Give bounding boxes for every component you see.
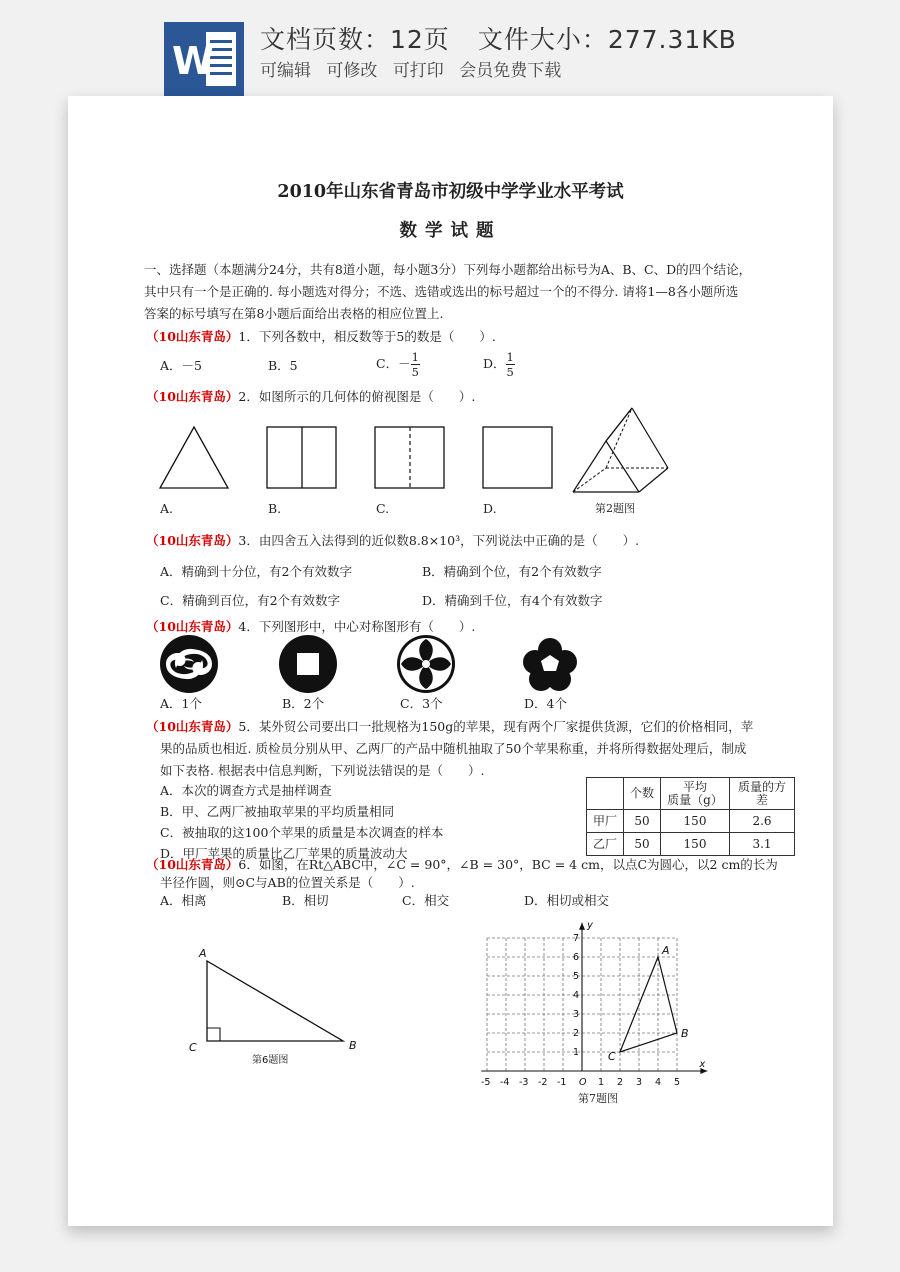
action-modifiable: 可修改: [326, 61, 378, 81]
action-list: [260, 56, 571, 81]
q5-stem-2: 果的品质也相近. 质检员分别从甲、乙两厂的产品中随机抽取了50个苹果称重，并将所得数据处理后，制成: [160, 741, 747, 756]
q2-label-a: A.: [160, 501, 174, 516]
point-label: C: [608, 1050, 616, 1063]
q2-label-c: C.: [376, 501, 390, 516]
table-header-row: 个数 平均 质量（g） 质量的方 差: [587, 778, 795, 810]
y-tick-label: 7: [573, 933, 580, 944]
coin-figure: [279, 635, 337, 693]
source-tag: （10山东青岛）: [146, 533, 239, 548]
q6-caption: 第6题图: [252, 1055, 289, 1066]
prism-solid: [573, 408, 668, 492]
source-tag: （10山东青岛）: [146, 719, 239, 734]
question-5: [146, 719, 753, 735]
question-6: [146, 857, 778, 873]
q5-stem-1: 5．某外贸公司要出口一批规格为150g的苹果，现有两个厂家提供货源，它们的价格相同，苹: [238, 719, 754, 734]
q3-option-d: D．精确到千位，有4个有效数字: [422, 593, 603, 608]
petal-figure: [397, 635, 455, 693]
q6-triangle-figure: [183, 941, 383, 1071]
pentagon-flower-figure: [523, 638, 577, 691]
q5-option-b: B．甲、乙两厂被抽取苹果的平均质量相同: [160, 804, 395, 819]
intro-line-3: 答案的标号填写在第8小题后面给出表格的相应位置上.: [144, 306, 444, 321]
q3-option-a: A．精确到十分位，有2个有效数字: [160, 564, 352, 579]
source-tag: （10山东青岛）: [146, 619, 239, 634]
q1-option-d: D． $\frac{1}{5}$: [483, 350, 514, 379]
y-tick-label: 3: [573, 1009, 580, 1020]
q6-option-a: A．相离: [160, 893, 207, 908]
point-label: A: [662, 944, 670, 957]
q4-stem: 4．下列图形中，中心对称图形有（ ）.: [238, 619, 476, 634]
q6-stem-1: 6．如图，在Rt△ABC中，∠C = 90°，∠B = 30°，BC = 4 cm，以点C为圆心，以2 cm的长为: [238, 857, 778, 872]
q1-option-c: C．－ $\frac{1}{5}$: [376, 350, 419, 379]
vertex-a-label: A: [199, 947, 207, 960]
q5-option-d: D．甲厂苹果的质量比乙厂苹果的质量波动大: [160, 846, 408, 861]
q7-coordinate-figure: [481, 911, 746, 1111]
q3-stem: 3．由四舍五入法得到的近似数8.8×10³，下列说法中正确的是（ ）.: [238, 533, 640, 548]
document-page: [68, 96, 833, 1226]
q4-option-b: B．2个: [282, 696, 325, 711]
apple-data-table: [586, 777, 795, 856]
question-3: [146, 533, 639, 549]
q5-option-c: C．被抽取的这100个苹果的质量是本次调查的样本: [160, 825, 444, 840]
q2-stem: 2．如图所示的几何体的俯视图是（ ）.: [238, 389, 476, 404]
y-axis-label: y: [587, 919, 593, 931]
x-tick-label: 1: [598, 1077, 605, 1088]
y-tick-label: 5: [573, 971, 580, 982]
q6-option-c: C．相交: [402, 893, 450, 908]
action-editable: 可编辑: [260, 61, 311, 81]
q6-option-b: B．相切: [282, 893, 329, 908]
q4-figures: [68, 633, 833, 698]
logo-letter: W: [172, 39, 214, 83]
x-tick-label: -3: [519, 1077, 529, 1088]
q4-option-d: D．4个: [524, 696, 567, 711]
q1-option-a: A．－5: [160, 358, 202, 373]
q7-caption: 第7题图: [578, 1092, 618, 1105]
question-2: [146, 389, 475, 405]
file-info: [260, 20, 737, 56]
table-row: 甲厂 50 150 2.6: [587, 810, 795, 833]
x-tick-label: 4: [655, 1077, 662, 1088]
y-tick-label: 6: [573, 952, 580, 963]
y-tick-label: 2: [573, 1028, 580, 1039]
source-tag: （10山东青岛）: [146, 857, 239, 872]
y-tick-label: 1: [573, 1047, 580, 1058]
vertex-c-label: C: [189, 1041, 197, 1054]
action-printable: 可打印: [392, 61, 444, 81]
vertex-b-label: B: [349, 1039, 357, 1052]
source-tag: （10山东青岛）: [146, 329, 239, 344]
fraction: $\frac{1}{5}$: [506, 350, 514, 379]
q2-figures: [68, 406, 833, 516]
doc-title: 2010年山东省青岛市初级中学学业水平考试: [277, 182, 624, 202]
q6-stem-2: 半径作圆，则⊙C与AB的位置关系是（ ）.: [160, 875, 415, 890]
point-label: B: [681, 1027, 689, 1040]
source-tag: （10山东青岛）: [146, 389, 239, 404]
file-size: 文件大小：277.31KB: [477, 25, 737, 54]
x-tick-label: -5: [481, 1077, 491, 1088]
q5-stem-3: 如下表格. 根据表中信息判断，下列说法错误的是（ ）.: [160, 763, 485, 778]
x-tick-label: O: [579, 1077, 587, 1088]
action-member-download[interactable]: 会员免费下载: [459, 61, 562, 81]
question-1: [146, 329, 496, 345]
q1-stem: 1．下列各数中，相反数等于5的数是（ ）.: [238, 329, 496, 344]
y-tick-label: 4: [573, 990, 580, 1001]
q2-label-b: B.: [268, 501, 282, 516]
q2-caption: 第2题图: [595, 502, 635, 515]
page-count: 文档页数：12页: [260, 25, 450, 54]
rect-view-d: [483, 427, 552, 488]
word-logo-icon: [164, 22, 244, 96]
triangle-abc: [620, 957, 677, 1052]
q6-option-d: D．相切或相交: [524, 893, 610, 908]
x-tick-label: -1: [557, 1077, 567, 1088]
x-tick-label: 2: [617, 1077, 624, 1088]
x-axis-label: x: [699, 1059, 706, 1070]
q1-option-b: B．5: [268, 358, 298, 373]
q3-option-b: B．精确到个位，有2个有效数字: [422, 564, 602, 579]
x-tick-label: 5: [674, 1077, 681, 1088]
table-row: 乙厂 50 150 3.1: [587, 833, 795, 856]
x-tick-label: -4: [500, 1077, 510, 1088]
fraction: $\frac{1}{5}$: [411, 350, 419, 379]
x-tick-label: -2: [538, 1077, 548, 1088]
q4-option-a: A．1个: [160, 696, 202, 711]
q2-label-d: D.: [483, 501, 497, 516]
triangle-view-a: [160, 427, 228, 488]
q4-option-c: C．3个: [400, 696, 443, 711]
q5-option-a: A．本次的调查方式是抽样调查: [160, 783, 332, 798]
yin-yang-figure: [160, 635, 218, 693]
doc-subtitle: 数学试题: [399, 221, 502, 241]
q3-option-c: C．精确到百位，有2个有效数字: [160, 593, 341, 608]
intro-line-2: 其中只有一个是正确的. 每小题选对得分；不选、选错或选出的标号超过一个的不得分. 请将1—8各小题所选: [144, 284, 739, 299]
y-axis-arrow: [579, 923, 585, 930]
x-tick-label: 3: [636, 1077, 643, 1088]
intro-line-1: 一、选择题（本题满分24分，共有8道小题，每小题3分）下列每小题都给出标号为A、B、C、D的四个结论，: [144, 262, 752, 277]
